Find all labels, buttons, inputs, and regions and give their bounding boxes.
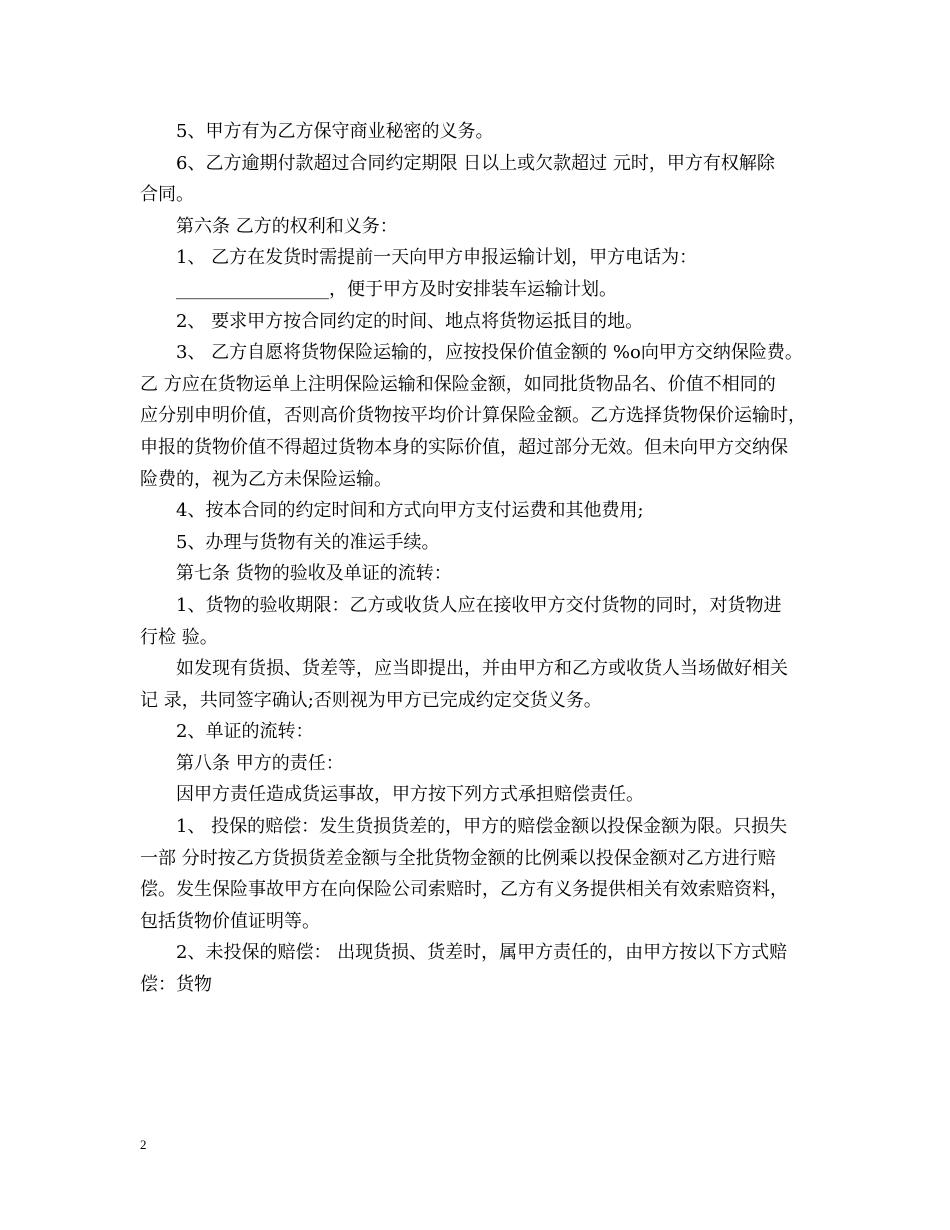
- text-line: _________________，便于甲方及时安排装车运输计划。: [176, 278, 617, 300]
- text-line: 3、 乙方自愿将货物保险运输的，应按投保价值金额的 %o向甲方交纳保险费。: [176, 342, 803, 364]
- text-line: 1、 投保的赔偿：发生货损货差的，甲方的赔偿金额以投保金额为限。只损失: [176, 816, 788, 838]
- text-line: 险费的，视为乙方未保险运输。: [140, 468, 392, 490]
- text-line: 如发现有货损、货差等，应当即提出，并由甲方和乙方或收货人当场做好相关: [176, 658, 788, 680]
- text-line: 申报的货物价值不得超过货物本身的实际价值，超过部分无效。但未向甲方交纳保: [140, 436, 788, 458]
- text-line: 4、按本合同的约定时间和方式向甲方支付运费和其他费用;: [176, 500, 644, 522]
- text-line: 一部 分时按乙方货损货差金额与全批货物金额的比例乘以投保金额对乙方进行赔: [140, 847, 776, 869]
- text-line: 1、 乙方在发货时需提前一天向甲方申报运输计划，甲方电话为：: [176, 247, 698, 269]
- text-line: 第六条 乙方的权利和义务：: [176, 215, 398, 237]
- text-line: 偿。发生保险事故甲方在向保险公司索赔时，乙方有义务提供相关有效索赔资料，: [140, 879, 788, 901]
- text-line: 因甲方责任造成货运事故，甲方按下列方式承担赔偿责任。: [176, 784, 644, 806]
- text-line: 包括货物价值证明等。: [140, 910, 320, 932]
- text-line: 2、未投保的赔偿： 出现货损、货差时，属甲方责任的，由甲方按以下方式赔: [176, 942, 788, 964]
- text-line: 第八条 甲方的责任：: [176, 752, 344, 774]
- text-line: 第七条 货物的验收及单证的流转：: [176, 563, 452, 585]
- text-line: 记 录，共同签字确认;否则视为甲方已完成约定交货义务。: [140, 689, 602, 711]
- text-line: 乙 方应在货物运单上注明保险运输和保险金额，如同批货物品名、价值不相同的: [140, 373, 776, 395]
- text-line: 2、 要求甲方按合同约定的时间、地点将货物运抵目的地。: [176, 310, 644, 332]
- text-line: 6、乙方逾期付款超过合同约定期限 日以上或欠款超过 元时，甲方有权解除: [176, 152, 775, 174]
- text-line: 偿：货物: [140, 974, 212, 996]
- text-line: 应分别申明价值，否则高价货物按平均价计算保险金额。乙方选择货物保价运输时，: [140, 405, 806, 427]
- text-line: 5、办理与货物有关的准运手续。: [176, 531, 440, 553]
- document-body: [140, 116, 820, 1001]
- text-line: 1、货物的验收期限：乙方或收货人应在接收甲方交付货物的同时，对货物进: [176, 594, 782, 616]
- text-line: 行检 验。: [140, 626, 218, 648]
- page-number: 2: [140, 1137, 147, 1152]
- text-line: 2、单证的流转：: [176, 721, 314, 743]
- text-line: 合同。: [140, 184, 194, 206]
- text-line: 5、甲方有为乙方保守商业秘密的义务。: [176, 121, 494, 142]
